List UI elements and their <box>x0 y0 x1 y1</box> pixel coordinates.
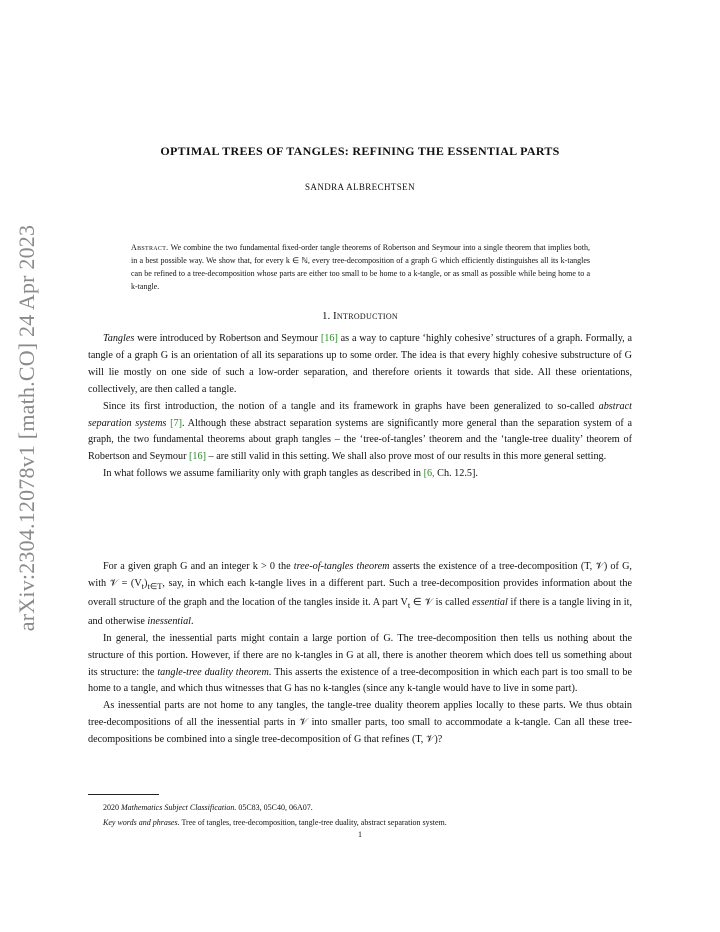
arxiv-side-stamp <box>12 205 42 650</box>
abstract <box>131 241 590 293</box>
paper-author: SANDRA ALBRECHTSEN <box>305 182 415 192</box>
citation-link[interactable]: [16] <box>189 451 206 463</box>
citation-link[interactable]: [7] <box>170 417 182 429</box>
paragraph: For a given graph G and an integer k > 0 the tree-of-tangles theorem asserts the existence of a tree-decomposition (T, 𝒱) of G, with 𝒱 = $(V_t)_{t\in T}$, say, in which each k-tangle lives in a different part. Such a tree-decomposition provides information about the overall structure of the graph and the location of the tangles inside it. A part $V_t$ ∈ 𝒱 is called essential if there is a tangle living in it, and otherwise inessential. <box>88 561 632 627</box>
citation-link[interactable]: [6, <box>423 468 435 480</box>
paragraph: In general, the inessential parts might contain a large portion of G. The tree-decomposition then tells us nothing about the structure of this portion. However, if there are no k-tangles in G at all, there is another theorem which does tell us something about its structure: the tangle-tree duality theorem. This asserts the existence of a tree-decomposition in which each part is too small to be home to a tangle, and which thus witnesses that G has no k-tangles (since any k-tangle would have to live in some part). <box>88 632 632 695</box>
section-title: Introduction <box>332 310 399 322</box>
footnotes <box>88 800 632 830</box>
page-number: 1 <box>358 830 362 839</box>
arxiv-identifier: arXiv:2304.12078v1 [math.CO] 24 Apr 2023 <box>14 224 39 631</box>
section-heading <box>88 310 632 322</box>
intro-paragraphs <box>88 331 632 483</box>
citation-link[interactable]: [16] <box>320 333 338 344</box>
abstract-text: We combine the two fundamental fixed-order tangle theorems of Robertson and Seymour into a single theorem that implies both, in a best possible way. We show that, for every k ∈ ℕ, every tree-decomposition of a graph G which efficiently distinguishes all its k-tangles can be refined to a tree-decomposition whose parts are either too small to be home to a k-tangle, or as small as possible while being home to a k-tangle. <box>131 243 590 291</box>
paragraph: Tangles were introduced by Robertson and Seymour [16] as a way to capture ‘highly cohesive’ structures of a graph. Formally, a tangle of a graph G is an orientation of all its separations up to some order. The idea is that every highly cohesive substructure of G will lie mostly on one side of such a low-order separation, and therefore orients it towards that side. All these orientations, collectively, are then called a tangle. <box>88 333 633 395</box>
footnote-keywords: Key words and phrases. Tree of tangles, tree-decomposition, tangle-tree duality, abstract separation system. <box>103 818 447 827</box>
abstract-label: Abstract. <box>131 243 169 252</box>
main-paragraphs <box>88 559 632 749</box>
paragraph: Since its first introduction, the notion of a tangle and its framework in graphs have been generalized to so-called abstract separation systems [7]. Although these abstract separation systems are significantly more general than the separation system of a graph, the two fundamental theorems about graph tangles – the ‘tree-of-tangles’ theorem and the ‘tangle-tree duality’ theorem of Robertson and Seymour [16] – are still valid in this setting. We shall also prove most of our results in this more general setting. <box>88 400 633 463</box>
paper-title: OPTIMAL TREES OF TANGLES: REFINING THE ESSENTIAL PARTS <box>160 144 560 158</box>
paragraph: As inessential parts are not home to any tangles, the tangle-tree duality theorem applies locally to these parts. We thus obtain tree-decompositions of all the inessential parts in 𝒱 into smaller parts, too small to accommodate a k-tangle. Can all these tree-decompositions be combined into a single tree-decomposition of G that refines (T, 𝒱)? <box>88 700 632 746</box>
footnote-msc: 2020 Mathematics Subject Classification. 05C83, 05C40, 06A07. <box>103 803 313 812</box>
paragraph: In what follows we assume familiarity only with graph tangles as described in [6, Ch. 12.5]. <box>103 468 478 480</box>
footnote-rule <box>88 794 159 795</box>
section-number: 1. <box>321 310 331 322</box>
